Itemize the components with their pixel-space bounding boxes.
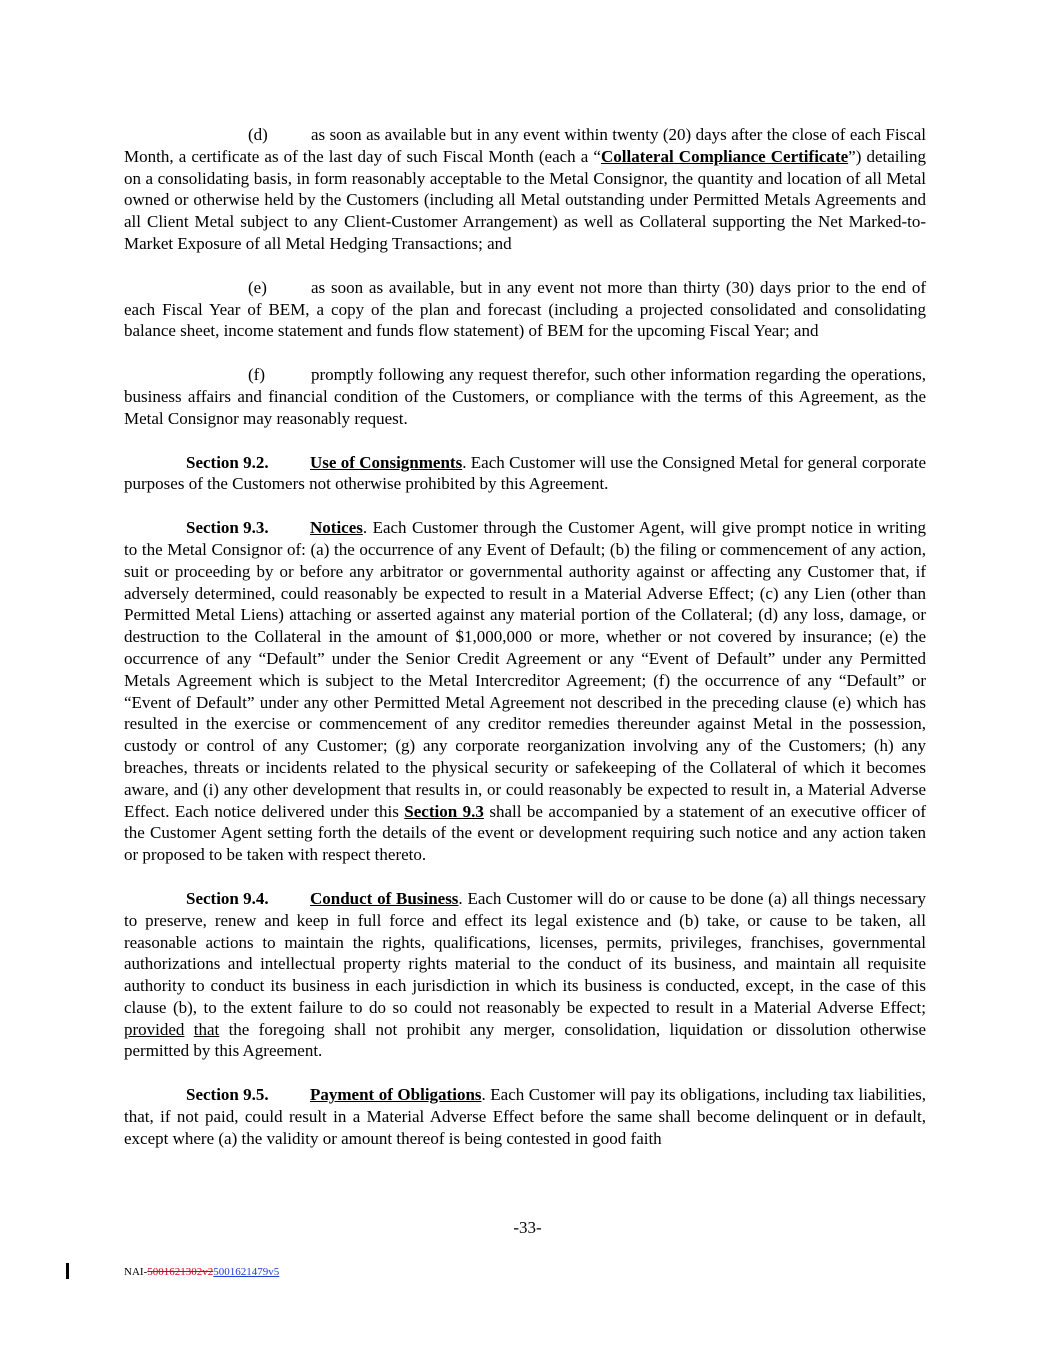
item-e-label: (e) [248, 277, 267, 297]
section-9-5-heading: Payment of Obligations [310, 1085, 482, 1105]
section-9-5-number: Section 9.5. [186, 1085, 269, 1105]
item-e-text: as soon as available, but in any event not more than thirty (30) days prior to the end of each Fiscal Year of BEM, a copy of the plan and forecast (including a projected consolidated and consolidating balance sheet, income statement and funds flow statement) of BEM for the upcoming Fiscal Year; and [124, 277, 926, 341]
item-d-text-2: ”) detailing on a consolidating basis, in form reasonably acceptable to the Metal Consignor, the quantity and location of all Metal owned or otherwise held by the Customers (including all Metal outstanding under Permitted Metals Agreements and all Client Metal subject to any Client-Customer Arrangement) as well as Collateral supporting the Net Marked-to-Market Exposure of all Metal Hedging Transactions; and [124, 146, 926, 253]
section-9-4-number: Section 9.4. [186, 888, 269, 908]
document-body [124, 124, 926, 1172]
page-number: -33- [513, 1218, 542, 1237]
section-9-3-cross-reference: Section 9.3 [404, 801, 484, 821]
section-9-3-heading: Notices [310, 518, 363, 538]
item-f-text: promptly following any request therefor, such other information regarding the operations, business affairs and financial condition of the Customers, or compliance with the terms of this Agreement, as the Metal Consignor may reasonably request. [124, 365, 926, 428]
section-9-2-heading: Use of Consignments [310, 452, 463, 472]
item-d-text-1: as soon as available but in any event within twenty (20) days after the close of each Fiscal Month, a certificate as of the last day of such Fiscal Month (each a “ [124, 125, 926, 166]
section-9-2-number: Section 9.2. [186, 452, 269, 472]
section-9-3-text-2: shall be accompanied by a statement of an executive officer of the Customer Agent setting forth the details of the event or development requiring such notice and any action taken or proposed to be taken with respect thereto. [124, 801, 926, 865]
section-9-4-heading: Conduct of Business [310, 888, 459, 908]
section-9-4 [124, 888, 926, 1062]
item-d [124, 124, 926, 255]
proviso-that: that [193, 1019, 220, 1039]
section-9-5-text: . Each Customer will pay its obligations, including tax liabilities, that, if not paid, could result in a Material Adverse Effect before the same shall become delinquent or in default, except where (a) the validity or amount thereof is being contested in good faith [124, 1085, 926, 1148]
document-footer-id [124, 1266, 279, 1278]
section-9-3 [124, 517, 926, 866]
section-9-4-text-1: . Each Customer will do or cause to be done (a) all things necessary to preserve, renew and keep in full force and effect its legal existence and (b) take, or cause to be taken, all reasonable actions to maintain the rights, qualifications, licenses, permits, privileges, franchises, governmental authorizations and intellectual property rights material to the conduct of its business, and maintain all requisite authority to conduct its business in each jurisdiction in which its business is conducted, except, in the case of this clause (b), to the extent failure to do so could not reasonably be expected to result in a Material Adverse Effect; [124, 888, 926, 1017]
section-9-4-text-2: the foregoing shall not prohibit any merger, consolidation, liquidation or dissolution otherwise permitted by this Agreement. [124, 1019, 926, 1061]
section-9-3-number: Section 9.3. [186, 518, 269, 538]
change-bar [66, 1263, 69, 1279]
section-9-2 [124, 452, 926, 496]
proviso-provided: provided [124, 1019, 185, 1039]
footer-inserted-id: 5001621479v5 [213, 1266, 280, 1278]
item-f-label: (f) [248, 365, 265, 385]
defined-term-collateral-compliance-certificate: Collateral Compliance Certificate [600, 146, 849, 166]
section-9-2-text: . Each Customer will use the Consigned Metal for general corporate purposes of the Customers not otherwise prohibited by this Agreement. [124, 452, 927, 494]
item-d-label: (d) [248, 125, 268, 144]
item-f [124, 364, 926, 429]
footer-deleted-id: 5001621302v2 [147, 1266, 214, 1278]
item-e [124, 277, 926, 342]
footer-prefix: NAI- [124, 1266, 148, 1278]
section-9-5 [124, 1084, 926, 1149]
section-9-3-text-1: . Each Customer through the Customer Agent, will give prompt notice in writing to the Metal Consignor of: (a) the occurrence of any Event of Default; (b) the filing or commencement of any action, suit or proceeding by or before any arbitrator or governmental authority against or affecting any Customer that, if adversely determined, could reasonably be expected to result in a Material Adverse Effect; (c) any Lien (other than Permitted Metal Liens) attaching or asserted against any material portion of the Collateral; (d) any loss, damage, or destruction to the Collateral in the amount of $1,000,000 or more, whether or not covered by insurance; (e) the occurrence of any “Default” under the Senior Credit Agreement or any “Event of Default” under any Permitted Metals Agreement which is subject to the Metal Intercreditor Agreement; (f) the occurrence of any “Default” or “Event of Default” under any other Permitted Metal Agreement not described in the preceding clause (e) which has resulted in the exercise or commencement of any creditor remedies thereunder against Metal in the possession, custody or control of any Customer; (g) any corporate reorganization involving any of the Customers; (h) any breaches, threats or incidents related to the physical security or safekeeping of the Collateral of which it becomes aware, and (i) any other development that results in, or could reasonably be expected to result in, a Material Adverse Effect. Each notice delivered under this [124, 518, 926, 821]
